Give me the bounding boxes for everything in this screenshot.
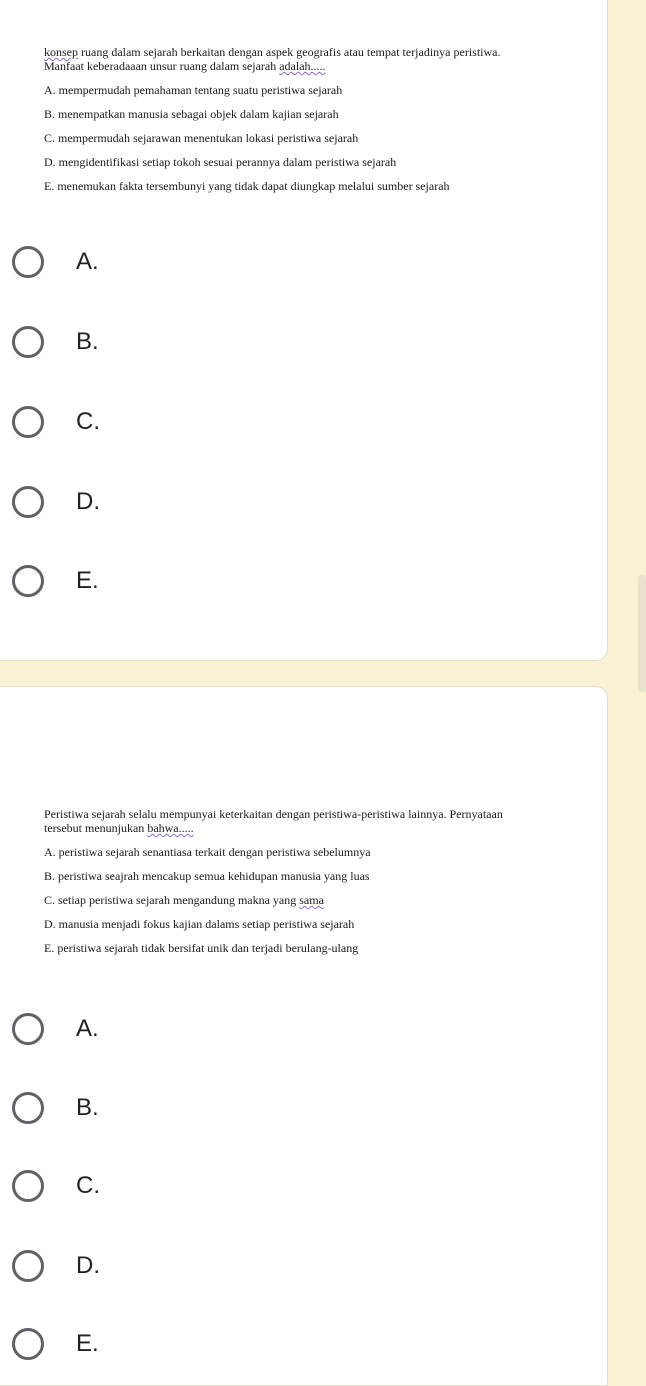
question-option-text-a: A. mempermudah pemahaman tentang suatu peristiwa sejarah xyxy=(44,83,343,97)
choice-d-label[interactable]: D. xyxy=(76,488,100,515)
choice-e-radio[interactable] xyxy=(12,1324,312,1364)
choice-a-label[interactable]: A. xyxy=(76,1015,99,1042)
question-stem-line-2: tersebut menunjukan bahwa..... xyxy=(44,821,194,835)
radio-unchecked-icon[interactable] xyxy=(12,1170,44,1202)
choice-e-label[interactable]: E. xyxy=(76,567,99,594)
choice-e-label[interactable]: E. xyxy=(76,1330,99,1357)
question-stem-1 xyxy=(44,45,564,73)
radio-unchecked-icon[interactable] xyxy=(12,246,44,278)
choice-c-radio[interactable] xyxy=(12,1166,312,1206)
choice-c-label[interactable]: C. xyxy=(76,1172,100,1199)
choice-b-radio[interactable] xyxy=(12,322,312,362)
question-card-1 xyxy=(0,0,608,661)
radio-unchecked-icon[interactable] xyxy=(12,565,44,597)
question-option-text-d: D. manusia menjadi fokus kajian dalams setiap peristiwa sejarah xyxy=(44,917,355,931)
question-card-2 xyxy=(0,686,608,1386)
question-option-text-c: C. setiap peristiwa sejarah mengandung makna yang sama xyxy=(44,893,324,907)
radio-unchecked-icon[interactable] xyxy=(12,1328,44,1360)
choice-a-radio[interactable] xyxy=(12,242,312,282)
question-stem-line-2: Manfaat keberadaaan unsur ruang dalam sejarah adalah..... xyxy=(44,59,326,73)
question-stem-2 xyxy=(44,807,564,835)
question-option-text-e: E. menemukan fakta tersembunyi yang tidak dapat diungkap melalui sumber sejarah xyxy=(44,179,450,193)
question-stem-line-1: konsep ruang dalam sejarah berkaitan dengan aspek geografis atau tempat terjadinya peristiwa. xyxy=(44,45,501,59)
radio-unchecked-icon[interactable] xyxy=(12,406,44,438)
choice-a-label[interactable]: A. xyxy=(76,248,99,275)
choice-a-radio[interactable] xyxy=(12,1009,312,1049)
choice-b-radio[interactable] xyxy=(12,1088,312,1128)
choice-c-radio[interactable] xyxy=(12,402,312,442)
radio-unchecked-icon[interactable] xyxy=(12,1013,44,1045)
choice-d-label[interactable]: D. xyxy=(76,1252,100,1279)
choice-d-radio[interactable] xyxy=(12,1246,312,1286)
question-image-1 xyxy=(44,45,564,203)
scrollbar-thumb[interactable] xyxy=(638,575,646,692)
question-option-text-b: B. peristiwa seajrah mencakup semua kehidupan manusia yang luas xyxy=(44,869,370,883)
question-stem-line-1: Peristiwa sejarah selalu mempunyai keterkaitan dengan peristiwa-peristiwa lainnya. Pernyataan xyxy=(44,807,503,821)
question-option-text-b: B. menempatkan manusia sebagai objek dalam kajian sejarah xyxy=(44,107,339,121)
choice-b-label[interactable]: B. xyxy=(76,1094,99,1121)
question-option-text-d: D. mengidentifikasi setiap tokoh sesuai perannya dalam peristiwa sejarah xyxy=(44,155,397,169)
radio-unchecked-icon[interactable] xyxy=(12,486,44,518)
radio-unchecked-icon[interactable] xyxy=(12,1250,44,1282)
choice-b-label[interactable]: B. xyxy=(76,328,99,355)
radio-unchecked-icon[interactable] xyxy=(12,326,44,358)
question-option-text-a: A. peristiwa sejarah senantiasa terkait dengan peristiwa sebelumnya xyxy=(44,845,371,859)
question-option-text-c: C. mempermudah sejarawan menentukan lokasi peristiwa sejarah xyxy=(44,131,359,145)
question-option-text-e: E. peristiwa sejarah tidak bersifat unik dan terjadi berulang-ulang xyxy=(44,941,359,955)
question-image-2 xyxy=(44,807,564,965)
choice-d-radio[interactable] xyxy=(12,482,312,522)
radio-unchecked-icon[interactable] xyxy=(12,1092,44,1124)
choice-c-label[interactable]: C. xyxy=(76,408,100,435)
choice-e-radio[interactable] xyxy=(12,561,312,601)
